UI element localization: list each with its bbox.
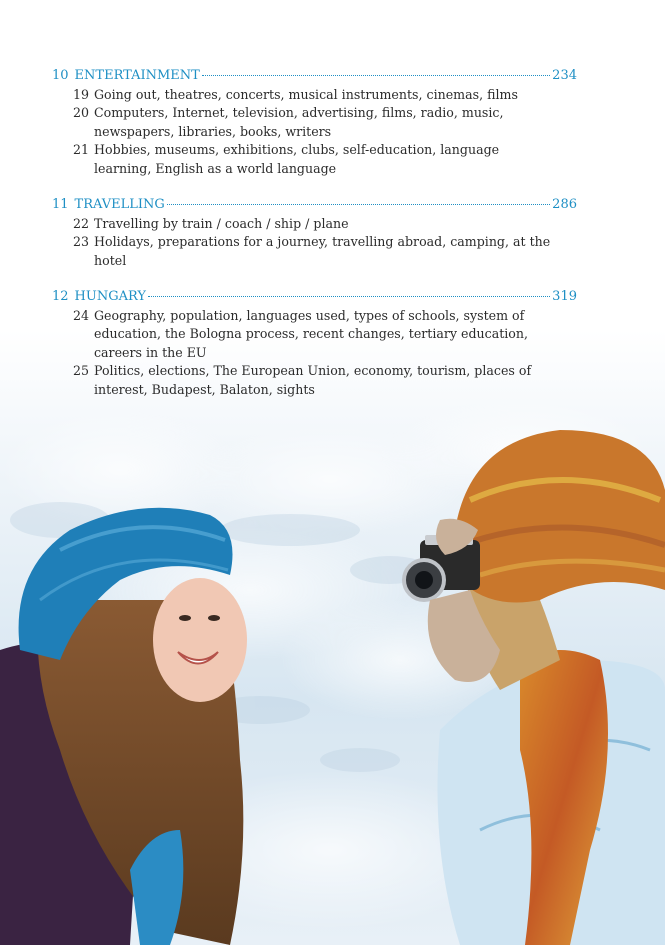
chapter-title: TRAVELLING [74,197,165,212]
chapter-number: 11 [52,197,69,212]
section-entry[interactable] [52,307,577,363]
dot-leader [202,75,550,76]
section-number: 23 [73,234,90,249]
spacer [52,178,577,196]
section-entry[interactable] [52,362,577,399]
section-number: 22 [73,215,90,231]
chapter-entry[interactable] [52,288,577,307]
section-entry[interactable] [52,215,577,234]
section-number: 20 [73,105,90,120]
chapter-number: 12 [52,289,69,304]
section-entry[interactable] [52,233,577,270]
section-text: Computers, Internet, television, advertising, films, radio, music, newspapers, libraries, books, writers [94,105,504,139]
section-text: Going out, theatres, concerts, musical instruments, cinemas, films [94,86,518,102]
section-entry[interactable] [52,104,577,141]
chapter-page-number: 286 [552,197,577,212]
section-text: Hobbies, museums, exhibitions, clubs, self-education, language learning, English as a world language [94,142,500,176]
chapter-title: HUNGARY [74,289,146,304]
dot-leader [148,296,550,297]
chapter-page-number: 319 [552,289,577,304]
chapter-entry[interactable] [52,67,577,86]
chapter-page-number: 234 [552,68,577,83]
section-text: Politics, elections, The European Union, economy, tourism, places of interest, Budapest, Balaton, sights [94,363,532,397]
section-text: Geography, population, languages used, types of schools, system of education, the Bologna process, recent changes, tertiary education, careers in the EU [94,307,528,360]
section-entry[interactable] [52,86,577,105]
section-text: Holidays, preparations for a journey, travelling abroad, camping, at the hotel [94,234,551,268]
section-text: Travelling by train / coach / ship / plane [94,215,349,231]
dot-leader [167,204,550,205]
section-number: 25 [73,363,90,378]
section-number: 21 [73,142,90,157]
section-number: 24 [73,307,90,323]
chapter-title: ENTERTAINMENT [74,68,200,83]
section-number: 19 [73,86,90,102]
chapter-number: 10 [52,68,69,83]
section-entry[interactable] [52,141,577,178]
winter-photo [0,330,665,945]
table-of-contents [52,67,577,399]
chapter-entry[interactable] [52,196,577,215]
spacer [52,270,577,288]
